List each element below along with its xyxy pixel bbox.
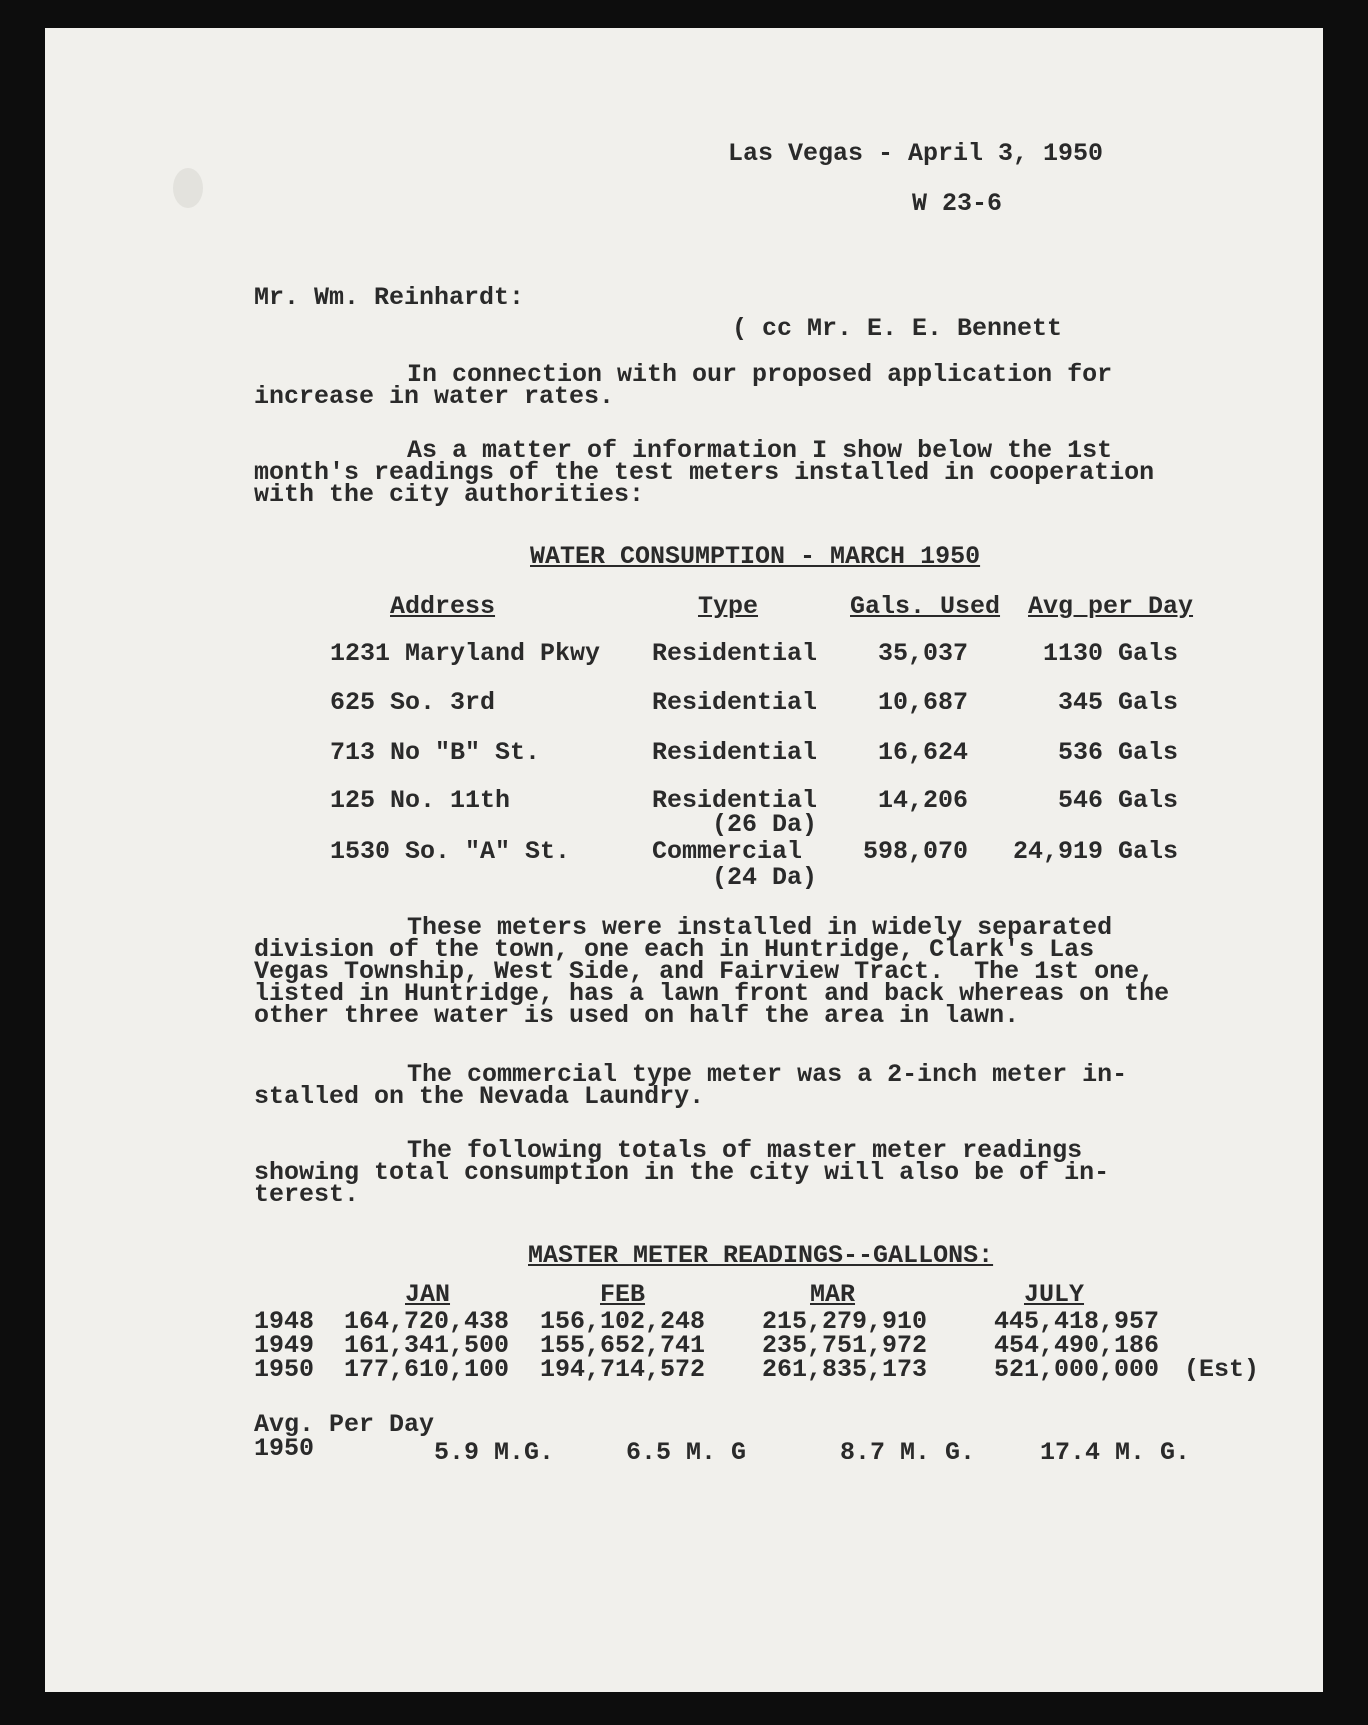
paragraph-line: stalled on the Nevada Laundry. (254, 1082, 705, 1111)
row-avg: 546 Gals (1057, 786, 1178, 815)
row-address: 1530 So. "A" St. (330, 837, 571, 866)
row-type: Residential (652, 786, 818, 815)
master-year: 1950 (254, 1355, 315, 1384)
paragraph-2 (254, 436, 1155, 509)
paragraph-1 (254, 360, 1113, 411)
master-value: 194,714,572 (540, 1355, 706, 1384)
avg-value: 6.5 M. G (626, 1438, 747, 1467)
row-type: Residential (652, 738, 818, 767)
row-gals: 10,687 (877, 688, 968, 717)
cc-line: ( cc Mr. E. E. Bennett (732, 314, 1063, 343)
paragraph-line: As a matter of information I show below the 1st (407, 436, 1113, 465)
row-address: 125 No. 11th (330, 786, 511, 815)
paragraph-line: These meters were installed in widely separated (407, 913, 1113, 942)
paragraph-4 (254, 1060, 1128, 1111)
row-type: Commercial (652, 837, 803, 866)
row-gals: 14,206 (877, 786, 968, 815)
addressee: Mr. Wm. Reinhardt: (254, 283, 525, 312)
paragraph-line: month's readings of the test meters installed in cooperation (254, 458, 1155, 487)
row-avg: 345 Gals (1057, 688, 1178, 717)
row-avg: 24,919 Gals (1012, 837, 1178, 866)
row-type: Residential (652, 688, 818, 717)
master-year: 1949 (254, 1331, 315, 1360)
master-value: 164,720,438 (344, 1307, 510, 1336)
row-gals: 35,037 (877, 639, 968, 668)
avg-value: 8.7 M. G. (840, 1438, 976, 1467)
row-type-note: (24 Da) (712, 863, 818, 892)
avg-year: 1950 (254, 1434, 315, 1463)
master-value: 454,490,186 (994, 1331, 1160, 1360)
month-header: MAR (810, 1280, 856, 1309)
paragraph-line: The following totals of master meter readings (407, 1136, 1083, 1165)
estimate-note: (Est) (1184, 1355, 1260, 1384)
row-gals: 598,070 (862, 837, 968, 866)
paragraph-line: other three water is used on half the area in lawn. (254, 1001, 1020, 1030)
header-avg-per-day: Avg per Day (1028, 592, 1194, 621)
paragraph-line: terest. (254, 1180, 360, 1209)
month-header: JAN (405, 1280, 451, 1309)
row-avg: 536 Gals (1057, 738, 1178, 767)
row-type: Residential (652, 639, 818, 668)
row-address: 713 No "B" St. (330, 738, 541, 767)
paragraph-line: In connection with our proposed application for (407, 360, 1113, 389)
paragraph-line: with the city authorities: (254, 480, 645, 509)
master-title: MASTER METER READINGS--GALLONS: (528, 1241, 994, 1270)
master-value: 215,279,910 (762, 1307, 928, 1336)
master-value: 161,341,500 (344, 1331, 510, 1360)
master-value: 177,610,100 (344, 1355, 510, 1384)
paragraph-line: showing total consumption in the city will also be of in- (254, 1158, 1110, 1187)
header-type: Type (698, 592, 759, 621)
paragraph-3 (254, 913, 1170, 1030)
header-address: Address (390, 592, 496, 621)
paragraph-line: listed in Huntridge, has a lawn front and back whereas on the (254, 979, 1170, 1008)
row-avg: 1130 Gals (1042, 639, 1178, 668)
file-reference: W 23-6 (912, 189, 1003, 218)
paragraph-line: The commercial type meter was a 2-inch meter in- (407, 1060, 1128, 1089)
avg-value: 17.4 M. G. (1040, 1438, 1191, 1467)
master-value: 521,000,000 (994, 1355, 1160, 1384)
master-year: 1948 (254, 1307, 315, 1336)
consumption-title: WATER CONSUMPTION - MARCH 1950 (530, 542, 981, 571)
row-type-note: (26 Da) (712, 810, 818, 839)
month-header: JULY (1024, 1280, 1085, 1309)
master-value: 445,418,957 (994, 1307, 1160, 1336)
punch-hole (173, 168, 203, 208)
paragraph-5 (254, 1136, 1110, 1209)
header-gals-used: Gals. Used (850, 592, 1001, 621)
place-date: Las Vegas - April 3, 1950 (728, 139, 1104, 168)
avg-label: Avg. Per Day (254, 1410, 435, 1439)
paragraph-line: increase in water rates. (254, 382, 615, 411)
master-value: 156,102,248 (540, 1307, 706, 1336)
paragraph-line: division of the town, one each in Huntridge, Clark's Las (254, 935, 1095, 964)
month-header: FEB (600, 1280, 646, 1309)
row-gals: 16,624 (877, 738, 968, 767)
row-address: 625 So. 3rd (330, 688, 496, 717)
master-value: 155,652,741 (540, 1331, 706, 1360)
row-address: 1231 Maryland Pkwy (330, 639, 601, 668)
master-value: 235,751,972 (762, 1331, 928, 1360)
master-value: 261,835,173 (762, 1355, 928, 1384)
avg-value: 5.9 M.G. (434, 1438, 555, 1467)
paragraph-line: Vegas Township, West Side, and Fairview Tract. The 1st one, (254, 957, 1155, 986)
